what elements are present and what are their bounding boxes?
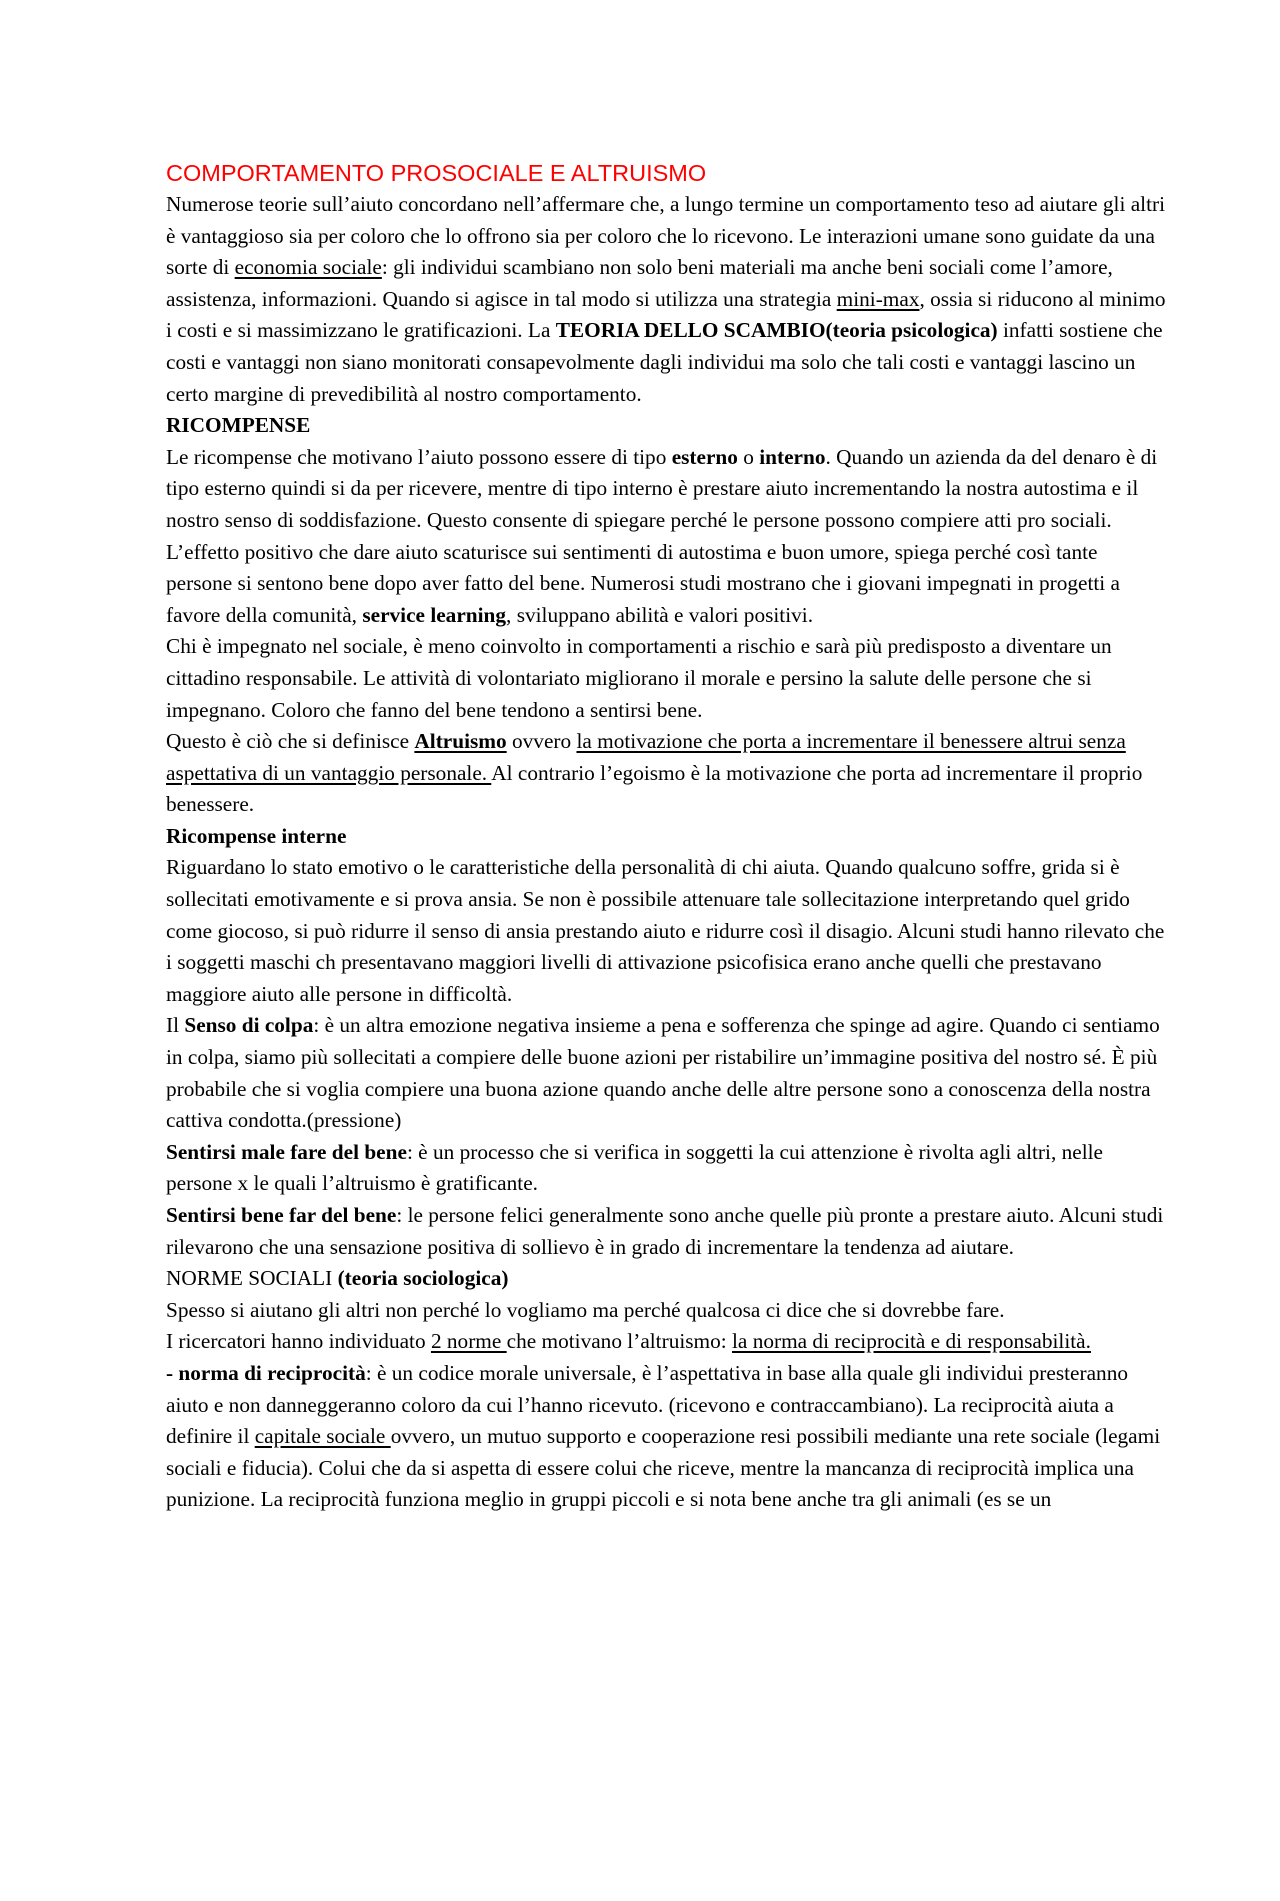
term-teoria-sociologica: (teoria sociologica) xyxy=(337,1266,509,1291)
definition-altruismo: la motivazione che porta a incrementare il benessere altrui senza aspettativa di un vantaggio personale. xyxy=(166,729,1126,785)
paragraph-altruismo xyxy=(166,726,1166,821)
document-body xyxy=(166,189,1166,1516)
text-segment: : gli individui scambiano non solo beni materiali ma anche beni sociali come l’amore, assistenza, informazioni. Quando si agisce in tal modo si utilizza una strategia xyxy=(166,255,1113,311)
term-altruismo: Altruismo xyxy=(414,729,507,754)
text-segment: che motivano l’altruismo: xyxy=(506,1329,732,1354)
term-service-learning: service learning xyxy=(362,602,507,627)
term-teoria-scambio: TEORIA DELLO SCAMBIO(teoria psicologica) xyxy=(555,318,998,343)
paragraph-sentirsi-male xyxy=(166,1137,1166,1200)
text-segment: , sviluppano abilità e valori positivi. xyxy=(506,602,814,627)
term-sentirsi-bene: Sentirsi bene far del bene xyxy=(166,1203,397,1227)
text-segment: : è un altra emozione negativa insieme a pena e sofferenza che spinge ad agire. Quando ci sentiamo in colpa, siamo più sollecitati a compiere delle buone azioni per ristabilire un’immagine positiva del nostro sé. È più probabile che si voglia compiere una buona azione quando anche delle altre persone sono a conoscenza della nostra cattiva condotta.(pressione) xyxy=(166,1013,1160,1133)
text-segment: L’effetto positivo che dare aiuto scaturisce sui sentimenti di autostima e buon umore, spiega perché così tante persone si sentono bene dopo aver fatto del bene. Numerosi studi mostrano che i giovani impegnati in progetti a favore della comunità, xyxy=(166,539,1120,627)
term-interno: interno xyxy=(759,444,826,469)
term-sentirsi-male: Sentirsi male fare del bene xyxy=(166,1139,407,1164)
text-segment: : è un codice morale universale, è l’aspettativa in base alla quale gli individui presteranno aiuto e non danneggeranno coloro da cui l’hanno ricevuto. (ricevono e contraccambiano). La reciprocità aiuta a definire il xyxy=(166,1360,1129,1449)
term-norma-di-reciprocita: - norma di reciprocità xyxy=(166,1360,366,1385)
text-segment: : le persone felici generalmente sono anche quelle più pronte a prestare aiuto. Alcuni studi rilevarono che una sensazione positiva di sollievo è in grado di incrementare la tendenza ad aiutare. xyxy=(166,1203,1164,1259)
paragraph-stato-emotivo: Riguardano lo stato emotivo o le caratteristiche della personalità di chi aiuta. Quando qualcuno soffre, grida si è sollecitati emotivamente e si prova ansia. Se non è possibile attenuare tale sollecitazione interpretando quel grido come giocoso, si può ridurre il senso di ansia prestando aiuto e ridurre così il disagio. Alcuni studi hanno rilevato che i soggetti maschi ch presentavano maggiori livelli di attivazione psicofisica erano anche quelli che prestavano maggiore aiuto alle persone in difficoltà. xyxy=(166,855,1165,1006)
text-segment: NORME SOCIALI xyxy=(166,1266,338,1291)
text-segment: , ossia si riducono al minimo i costi e si massimizzano le gratificazioni. La xyxy=(166,286,1166,343)
text-segment: ovvero xyxy=(506,729,577,754)
text-segment: Questo è ciò che si definisce xyxy=(166,729,415,754)
text-segment: . Quando un azienda da del denaro è di tipo esterno quindi si da per ricevere, mentre di tipo interno è prestare aiuto incrementando la nostra autostima e il nostro senso di soddisfazione. Questo consente di spiegare perché le persone possono compiere atti pro sociali. xyxy=(166,444,1158,532)
term-senso-di-colpa: Senso di colpa xyxy=(184,1013,314,1038)
paragraph-spesso: Spesso si aiutano gli altri non perché lo vogliamo ma perché qualcosa ci dice che si dovrebbe fare. xyxy=(166,1297,1005,1322)
text-segment: infatti sostiene che costi e vantaggi non siano monitorati consapevolmente dagli individui ma solo che tali costi e vantaggi lascino un certo margine di prevedibilità al nostro comportamento. xyxy=(166,318,1163,406)
paragraph-impegnato: Chi è impegnato nel sociale, è meno coinvolto in comportamenti a rischio e sarà più predisposto a diventare un cittadino responsabile. Le attività di volontariato migliorano il morale e persino la salute delle persone che si impegnano. Coloro che fanno del bene tendono a sentirsi bene. xyxy=(166,634,1112,722)
text-segment: o xyxy=(737,444,760,469)
paragraph-effetto-positivo xyxy=(166,537,1166,632)
document-page xyxy=(166,157,1166,1516)
paragraph-ricercatori xyxy=(166,1326,1166,1358)
heading-ricompense: RICOMPENSE xyxy=(166,413,311,438)
paragraph-intro xyxy=(166,189,1166,410)
paragraph-ricompense xyxy=(166,442,1166,537)
text-segment: : è un processo che si verifica in soggetti la cui attenzione è rivolta agli altri, nelle persone x le quali l’altruismo è gratificante. xyxy=(166,1139,1103,1196)
term-mini-max: mini-max xyxy=(836,286,920,311)
term-norma-reciprocita-responsabilita: la norma di reciprocità e di responsabilità. xyxy=(732,1329,1091,1354)
text-segment: Il xyxy=(166,1013,185,1038)
text-segment: Numerose teorie sull’aiuto concordano nell’affermare che, a lungo termine un comportamento teso ad aiutare gli altri è vantaggioso sia per coloro che lo offrono sia per coloro che lo ricevono. Le interazioni umane sono guidate da una sorte di xyxy=(166,192,1165,280)
text-segment: Al contrario l’egoismo è la motivazione che porta ad incrementare il proprio benessere. xyxy=(166,760,1143,817)
term-capitale-sociale: capitale sociale xyxy=(254,1424,391,1449)
document-title: COMPORTAMENTO PROSOCIALE E ALTRUISMO xyxy=(166,160,707,186)
heading-ricompense-interne: Ricompense interne xyxy=(166,823,347,848)
paragraph-senso-di-colpa xyxy=(166,1010,1166,1136)
paragraph-sentirsi-bene xyxy=(166,1200,1166,1263)
text-segment: Le ricompense che motivano l’aiuto possono essere di tipo xyxy=(166,444,672,469)
text-segment: I ricercatori hanno individuato xyxy=(166,1329,431,1354)
term-2-norme: 2 norme xyxy=(430,1329,507,1354)
term-economia-sociale: economia sociale xyxy=(234,255,382,280)
term-esterno: esterno xyxy=(671,444,738,469)
heading-norme-sociali xyxy=(166,1263,1166,1295)
text-segment: ovvero, un mutuo supporto e cooperazione resi possibili mediante una rete sociale (legami sociali e fiducia). Colui che da si aspetta di essere colui che riceve, mentre la mancanza di reciprocità implica una punizione. La reciprocità funziona meglio in gruppi piccoli e si nota bene anche tra gli animali (es se un xyxy=(166,1424,1161,1512)
paragraph-norma-reciprocita xyxy=(166,1358,1166,1516)
